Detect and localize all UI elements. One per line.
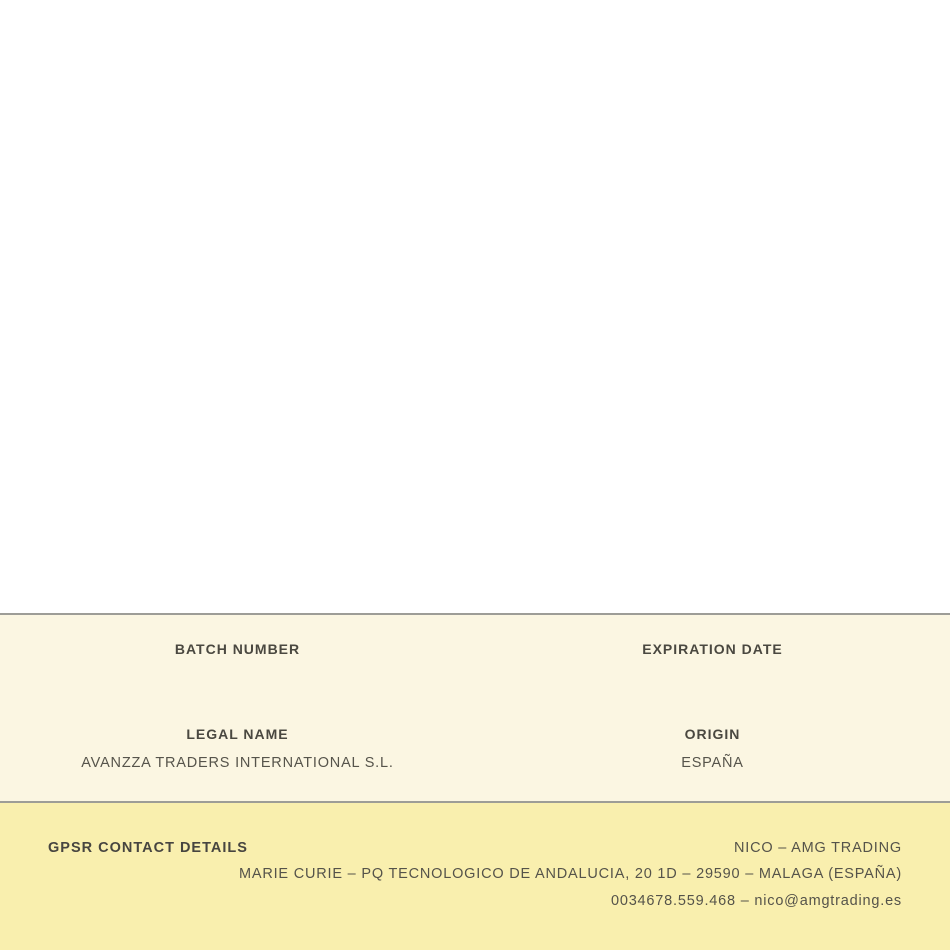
gpsr-header-row xyxy=(48,841,902,856)
contact-name: NICO – AMG TRADING xyxy=(733,840,902,856)
contact-phone-email: 0034678.559.468 – nico@amgtrading.es xyxy=(610,893,902,909)
legal-name-label: LEGAL NAME xyxy=(186,726,289,742)
legal-origin-labels-row xyxy=(0,727,950,742)
expiration-date-label: EXPIRATION DATE xyxy=(642,641,783,657)
info-section xyxy=(0,615,950,801)
batch-number-label: BATCH NUMBER xyxy=(174,641,301,657)
gpsr-contact-details-title: GPSR CONTACT DETAILS xyxy=(48,840,248,856)
origin-label: ORIGIN xyxy=(684,726,741,742)
gpsr-contact-section xyxy=(0,803,950,950)
contact-address: MARIE CURIE – PQ TECNOLOGICO DE ANDALUCIA, 20 1D – 29590 – MALAGA (ESPAÑA) xyxy=(238,866,902,882)
origin-value: ESPAÑA xyxy=(681,755,744,771)
batch-expiration-row xyxy=(0,615,950,657)
legal-name-value: AVANZZA TRADERS INTERNATIONAL S.L. xyxy=(81,755,394,771)
legal-origin-values-row xyxy=(0,756,950,771)
